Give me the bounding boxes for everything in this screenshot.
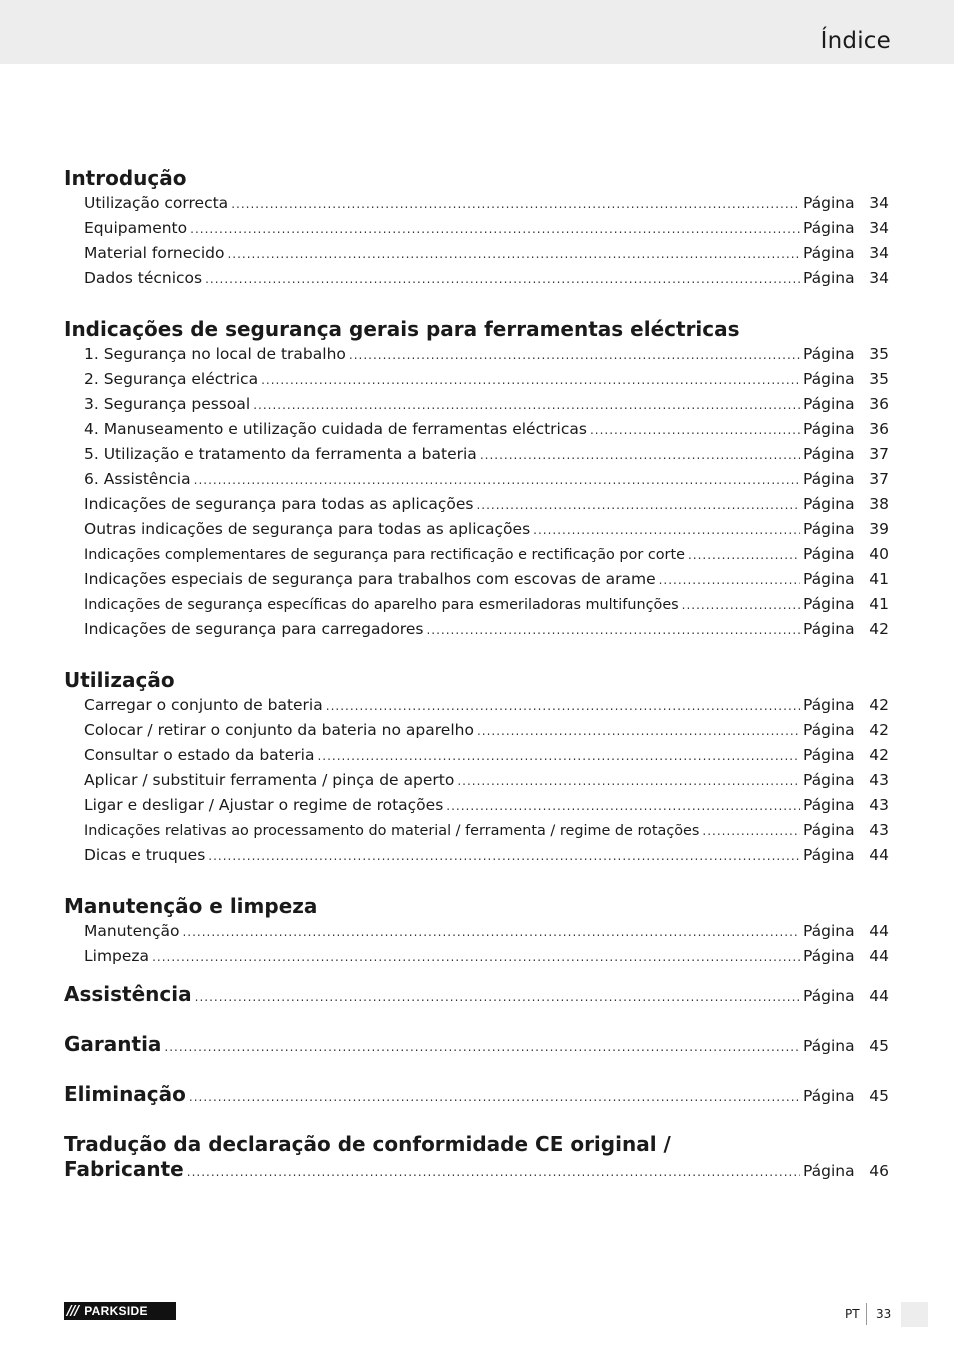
page-number: 36 [869,395,889,413]
entry-label: 4. Manuseamento e utilização cuidada de ferramentas eléctricas [84,420,587,438]
page-number: 46 [869,1162,889,1180]
page-word: Página [803,721,855,739]
page-word: Página [803,345,855,363]
page-number: 45 [869,1037,889,1055]
entry-label: Indicações de segurança específicas do aparelho para esmeriladoras multifunções [84,597,679,613]
page-word: Página [803,846,855,864]
entry-label: Manutenção [84,922,180,940]
entry-label: Indicações relativas ao processamento do material / ferramenta / regime de rotações [84,823,700,839]
page-number: 37 [869,470,889,488]
page-number: 35 [869,370,889,388]
leader-dots [231,192,800,217]
toc-entry-assistencia[interactable] [64,969,889,1019]
page-number: 44 [869,947,889,965]
leader-dots [326,694,800,719]
toc-entry[interactable] [64,216,889,241]
page-number: 42 [869,746,889,764]
toc-entry[interactable] [64,818,889,843]
logo-brand: PARKSIDE [84,1304,148,1318]
toc-entry[interactable] [64,592,889,617]
toc-section-utilizacao [64,667,889,868]
page-number: 34 [869,269,889,287]
leader-dots [476,493,800,518]
section-title: Indicações de segurança gerais para ferramentas eléctricas [64,317,740,341]
toc-entry[interactable] [64,417,889,442]
leader-dots [702,819,800,844]
page-number: 38 [869,495,889,513]
toc-entry[interactable] [64,367,889,392]
page-word: Página [803,495,855,513]
toc-section-introducao [64,165,889,291]
entry-title-line2: Fabricante [64,1157,184,1181]
page-word: Página [803,244,855,262]
leader-dots [477,719,800,744]
page-word: Página [803,796,855,814]
entry-label: 2. Segurança eléctrica [84,370,259,388]
entry-label: 1. Segurança no local de trabalho [84,345,346,363]
toc-entry[interactable] [64,919,889,944]
page-word: Página [803,570,855,588]
entry-label: Dados técnicos [84,269,203,287]
toc-entry[interactable] [64,567,889,592]
page-word: Página [803,520,855,538]
page-number: 44 [869,846,889,864]
page-number: 43 [869,771,889,789]
entry-label: Equipamento [84,219,188,237]
leader-dots [533,518,800,543]
page-number: 34 [869,244,889,262]
toc-entry[interactable] [64,492,889,517]
leader-dots [349,343,800,368]
page-word: Página [803,445,855,463]
entry-title: Garantia [64,1032,162,1056]
page-number: 36 [869,420,889,438]
parkside-logo [64,1302,176,1320]
page-title: Índice [820,28,891,54]
leader-dots [182,920,800,945]
page-word: Página [803,219,855,237]
page-number: 44 [869,987,889,1005]
page-word: Página [803,746,855,764]
leader-dots [446,794,800,819]
leader-dots [187,1160,800,1185]
leader-dots [190,217,800,242]
entry-label: Indicações especiais de segurança para trabalhos com escovas de arame [84,570,656,588]
leader-dots [194,468,800,493]
toc-entry[interactable] [64,517,889,542]
entry-label: Ligar e desligar / Ajustar o regime de rotações [84,796,444,814]
entry-label: Aplicar / substituir ferramenta / pinça de aperto [84,771,455,789]
leader-dots [227,242,800,267]
leader-dots [189,1072,800,1122]
toc-entry-declaracao[interactable] [64,1132,889,1182]
page-number: 34 [869,194,889,212]
page-word: Página [803,545,855,563]
page-word: Página [803,470,855,488]
page-word: Página [803,620,855,638]
entry-label: Indicações complementares de segurança para rectificação e rectificação por corte [84,547,685,563]
entry-title-line1: Tradução da declaração de conformidade CE original / [64,1132,671,1156]
toc-entry[interactable] [64,442,889,467]
toc-entry[interactable] [64,617,889,642]
page-number: 43 [869,821,889,839]
leader-dots [659,568,800,593]
page-word: Página [803,771,855,789]
toc-entry[interactable] [64,843,889,868]
entry-label: Indicações de segurança para todas as aplicações [84,495,474,513]
page-word: Página [803,395,855,413]
toc-entry[interactable] [64,241,889,266]
language-code: PT [845,1307,860,1321]
leader-dots [195,972,800,1022]
entry-label: Outras indicações de segurança para todas as aplicações [84,520,531,538]
page-number: 40 [869,545,889,563]
page-number: 42 [869,696,889,714]
entry-label: Utilização correcta [84,194,229,212]
page-word: Página [803,595,855,613]
toc-entry[interactable] [64,718,889,743]
page-number: 42 [869,721,889,739]
entry-title: Assistência [64,982,192,1006]
toc-entry-eliminacao[interactable] [64,1069,889,1119]
toc-entry[interactable] [64,743,889,768]
entry-label: 5. Utilização e tratamento da ferramenta a bateria [84,445,477,463]
leader-dots [317,744,800,769]
page-word: Página [803,1087,855,1105]
leader-dots [152,945,800,970]
page-word: Página [803,370,855,388]
leader-dots [261,368,800,393]
page-word: Página [803,1037,855,1055]
page-number: 34 [869,219,889,237]
page-word: Página [803,922,855,940]
leader-dots [253,393,800,418]
page-number: 39 [869,520,889,538]
toc-entry[interactable] [64,768,889,793]
section-title: Introdução [64,166,187,190]
table-of-contents [64,165,889,1182]
toc-entry[interactable] [64,944,889,969]
toc-entry-garantia[interactable] [64,1019,889,1069]
toc-entry[interactable] [64,467,889,492]
toc-section-seguranca [64,316,889,642]
section-title: Manutenção e limpeza [64,894,318,918]
leader-dots [688,543,800,568]
entry-label: Limpeza [84,947,150,965]
page-word: Página [803,696,855,714]
page-number: 44 [869,922,889,940]
page-number-footer: 33 [876,1307,892,1321]
page-word: Página [803,420,855,438]
page-word: Página [803,1162,855,1180]
footer-divider [866,1303,867,1325]
entry-label: Consultar o estado da bateria [84,746,315,764]
leader-dots [590,418,800,443]
entry-label: 6. Assistência [84,470,191,488]
toc-entry[interactable] [64,266,889,291]
entry-label: Indicações de segurança para carregadores [84,620,424,638]
page-word: Página [803,194,855,212]
page-number: 41 [869,570,889,588]
leader-dots [682,593,800,618]
page-number: 42 [869,620,889,638]
page-number: 45 [869,1087,889,1105]
entry-label: Colocar / retirar o conjunto da bateria no aparelho [84,721,474,739]
toc-entry[interactable] [64,191,889,216]
toc-entry[interactable] [64,342,889,367]
header-bar [0,0,954,64]
leader-dots [480,443,800,468]
leader-dots [164,1022,800,1072]
toc-entry[interactable] [64,693,889,718]
entry-title: Eliminação [64,1082,186,1106]
toc-entry[interactable] [64,542,889,567]
leader-dots [205,267,800,292]
leader-dots [426,618,800,643]
toc-entry[interactable] [64,392,889,417]
page-number: 41 [869,595,889,613]
page-number: 35 [869,345,889,363]
entry-label: Dicas e truques [84,846,206,864]
page-word: Página [803,947,855,965]
entry-label: 3. Segurança pessoal [84,395,251,413]
entry-label: Carregar o conjunto de bateria [84,696,323,714]
leader-dots [208,844,800,869]
entry-title-line2-row [64,1157,889,1182]
footer-tab [901,1302,928,1327]
entry-label: Material fornecido [84,244,225,262]
page-word: Página [803,821,855,839]
leader-dots [457,769,800,794]
page-number: 43 [869,796,889,814]
page-word: Página [803,987,855,1005]
page-word: Página [803,269,855,287]
page-number: 37 [869,445,889,463]
toc-entry[interactable] [64,793,889,818]
logo-stripes: /// [67,1303,79,1319]
toc-section-manutencao [64,893,889,969]
section-title: Utilização [64,668,175,692]
